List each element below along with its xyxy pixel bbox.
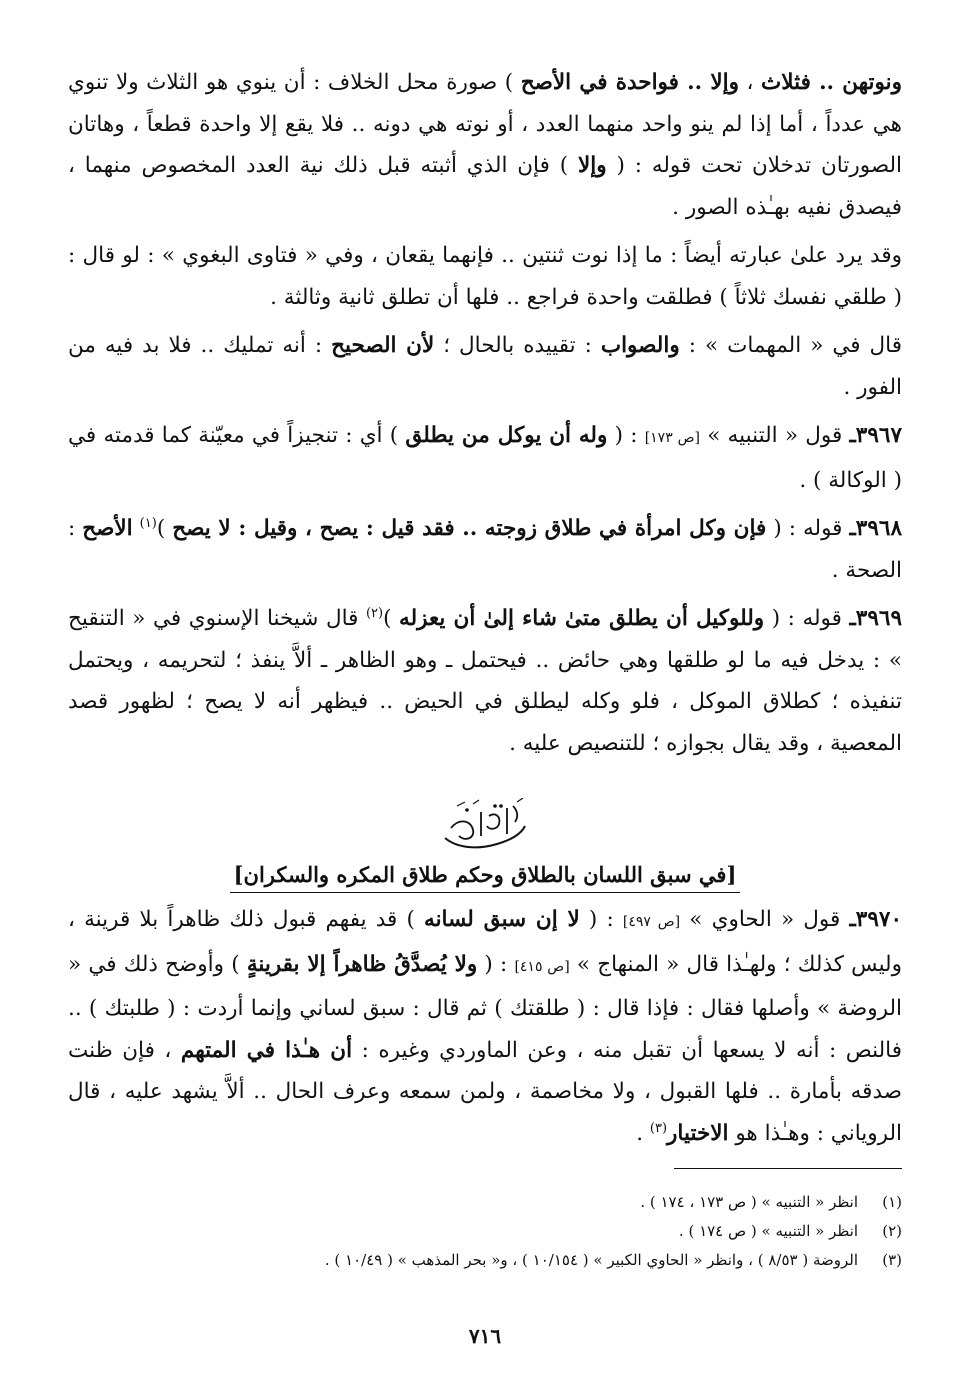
footnote-1: (١) انظر « التنبيه » ( ص ١٧٣ ، ١٧٤ ) . bbox=[640, 1193, 902, 1211]
text-span: فإن وكل امرأة في طلاق زوجته .. فقد قيل : يصح ، وقيل : لا يصح bbox=[172, 516, 767, 541]
text-span: الاختيار bbox=[667, 1120, 729, 1146]
text-span: قوله : ( bbox=[764, 606, 850, 631]
text-span: : ( bbox=[579, 907, 623, 932]
text-span: ) bbox=[383, 606, 400, 631]
text-span: ٣٩٦٨ـ bbox=[849, 516, 902, 541]
text-span: ) bbox=[156, 516, 173, 541]
paragraph bbox=[68, 598, 902, 764]
text-span bbox=[133, 516, 140, 541]
paragraph bbox=[68, 325, 902, 408]
page-reference: [ص ٤١٥] bbox=[514, 958, 570, 975]
text-span: قوله : ( bbox=[766, 516, 850, 541]
text-span: ، bbox=[738, 70, 762, 95]
section-title: [في سبق اللسان بالطلاق وحكم طلاق المكره والسكران] bbox=[68, 858, 902, 893]
text-span: فثلاث bbox=[761, 70, 811, 95]
text-span: لأن الصحيح bbox=[331, 333, 435, 358]
text-span: ٣٩٧٠ـ bbox=[849, 907, 902, 932]
footnote-3: (٣) الروضة ( ٨/٥٣ ) ، وانظر « الحاوي الكبير » ( ١٠/١٥٤ ) ، و« بحر المذهب » ( ١٠/٤٩ ) . bbox=[324, 1251, 902, 1269]
text-span: : تقييده بالحال ؛ bbox=[434, 333, 601, 358]
text-span: : ( bbox=[607, 423, 645, 448]
text-span: ، فإن ظنت صدقه بأمارة .. فلها القبول ، ولا مخاصمة ، ولمن سمعه وعرف الحال .. ألاَّ يشهد عليه ، قال الروياني : وهـٰذا هو bbox=[68, 1037, 902, 1146]
text-span: قال شيخنا الإسنوي في « التنقيح » : يدخل فيه ما لو طلقها وهي حائض .. فيحتمل ـ وهو الظاهر ـ ألاَّ ينفذ ؛ لتحريمه ، ويحتمل تنفيذه ؛ كطلاق الموكل ، فلو وكله ليطلق في الحيض .. فيظهر أنه لا يصح ؛ لظهور قصد المعصية ، وقد يقال بجوازه ؛ للتنصيص عليه . bbox=[68, 606, 902, 756]
paragraph bbox=[68, 62, 902, 228]
text-span: ٣٩٦٩ـ bbox=[849, 606, 902, 631]
main-text-continued bbox=[68, 899, 902, 1154]
paragraph bbox=[68, 415, 902, 501]
text-span: ونوتهن .. bbox=[810, 70, 902, 95]
text-span: والصواب bbox=[600, 333, 680, 358]
text-span: وإلا bbox=[578, 153, 607, 178]
page-reference: [ص ٤٩٧] bbox=[622, 914, 681, 930]
page-number: ٧١٦ bbox=[468, 1324, 502, 1348]
text-span: وإلا .. فواحدة في الأصح bbox=[520, 70, 739, 95]
text-span: ) وأوضح ذلك في « الروضة » وأصلها فقال : فإذا قال : ( طلقتك ) ثم قال : سبق لساني وإنما أردت : ( طلبتك ) .. فالنص : أنه لا يسعها أن تقبل منه ، وعن الماوردي وغيره : bbox=[68, 951, 902, 1063]
text-span: ) أي : تنجيزاً في معيّنة كما قدمته في ( الوكالة ) . bbox=[68, 423, 902, 493]
main-text bbox=[68, 62, 902, 764]
text-span: ولا يُصدَّقُ ظاهراً إلا بقرينةٍ bbox=[246, 951, 478, 977]
text-span: ) صورة محل الخلاف : أن ينوي هو الثلاث ولا تنوي هي عدداً ، أما إذا لم ينو واحد منهما العدد ، أو نوته هي دونه .. فلا يقع إلا واحدة قطعاً ، وهاتان الصورتان تدخلان تحت قوله : ( bbox=[68, 70, 902, 178]
text-span: قال في « المهمات » : bbox=[679, 333, 902, 358]
text-span: لا إن سبق لسانه bbox=[424, 907, 580, 932]
text-span: وله أن يوكل من يطلق bbox=[405, 423, 608, 448]
fasl-ornament-icon bbox=[437, 798, 533, 856]
text-span: ) قد يفهم قبول ذلك ظاهراً بلا قرينة ، وليس كذلك ؛ ولهـٰذا قال « المنهاج » bbox=[68, 907, 902, 977]
footnote-divider bbox=[674, 1168, 902, 1169]
paragraph bbox=[68, 235, 902, 318]
text-span: أن هـٰذا في المتهم bbox=[180, 1037, 353, 1063]
page bbox=[68, 62, 902, 1362]
text-span: قول « التنبيه » bbox=[699, 423, 850, 448]
text-span: ) فإن الذي أثبته قبل ذلك نية العدد المخصوص منهما ، فيصدق نفيه بهـٰذه الصور . bbox=[68, 153, 902, 220]
footnote-marker: (٣) bbox=[649, 1120, 668, 1136]
footnote-marker: (١) bbox=[139, 515, 157, 531]
text-span: : ( bbox=[477, 951, 515, 977]
page-reference: [ص ١٧٣] bbox=[644, 430, 700, 446]
text-span: الأصح bbox=[82, 516, 133, 541]
text-span: ٣٩٦٧ـ bbox=[849, 423, 902, 448]
footnotes bbox=[68, 1188, 902, 1275]
text-span: . bbox=[636, 1120, 650, 1146]
footnote-marker: (٢) bbox=[365, 605, 384, 621]
paragraph bbox=[68, 899, 902, 1154]
footnote-2: (٢) انظر « التنبيه » ( ص ١٧٤ ) . bbox=[678, 1222, 902, 1240]
text-span: وللوكيل أن يطلق متىٰ شاء إلىٰ أن يعزله bbox=[399, 606, 765, 631]
section-ornament bbox=[68, 798, 902, 856]
text-span: قول « الحاوي » bbox=[680, 907, 850, 932]
paragraph bbox=[68, 508, 902, 591]
svg-text:فصل: فصل bbox=[483, 854, 487, 855]
text-span: : الصحة . bbox=[68, 516, 902, 583]
text-span: وقد يرد علىٰ عبارته أيضاً : ما إذا نوت ثنتين .. فإنهما يقعان ، وفي « فتاوى البغوي » : لو قال : ( طلقي نفسك ثلاثاً ) فطلقت واحدة فراجع .. فلها أن تطلق ثانية وثالثة . bbox=[68, 243, 902, 310]
text-span: : أنه تمليك .. فلا بد فيه من الفور . bbox=[68, 333, 902, 400]
